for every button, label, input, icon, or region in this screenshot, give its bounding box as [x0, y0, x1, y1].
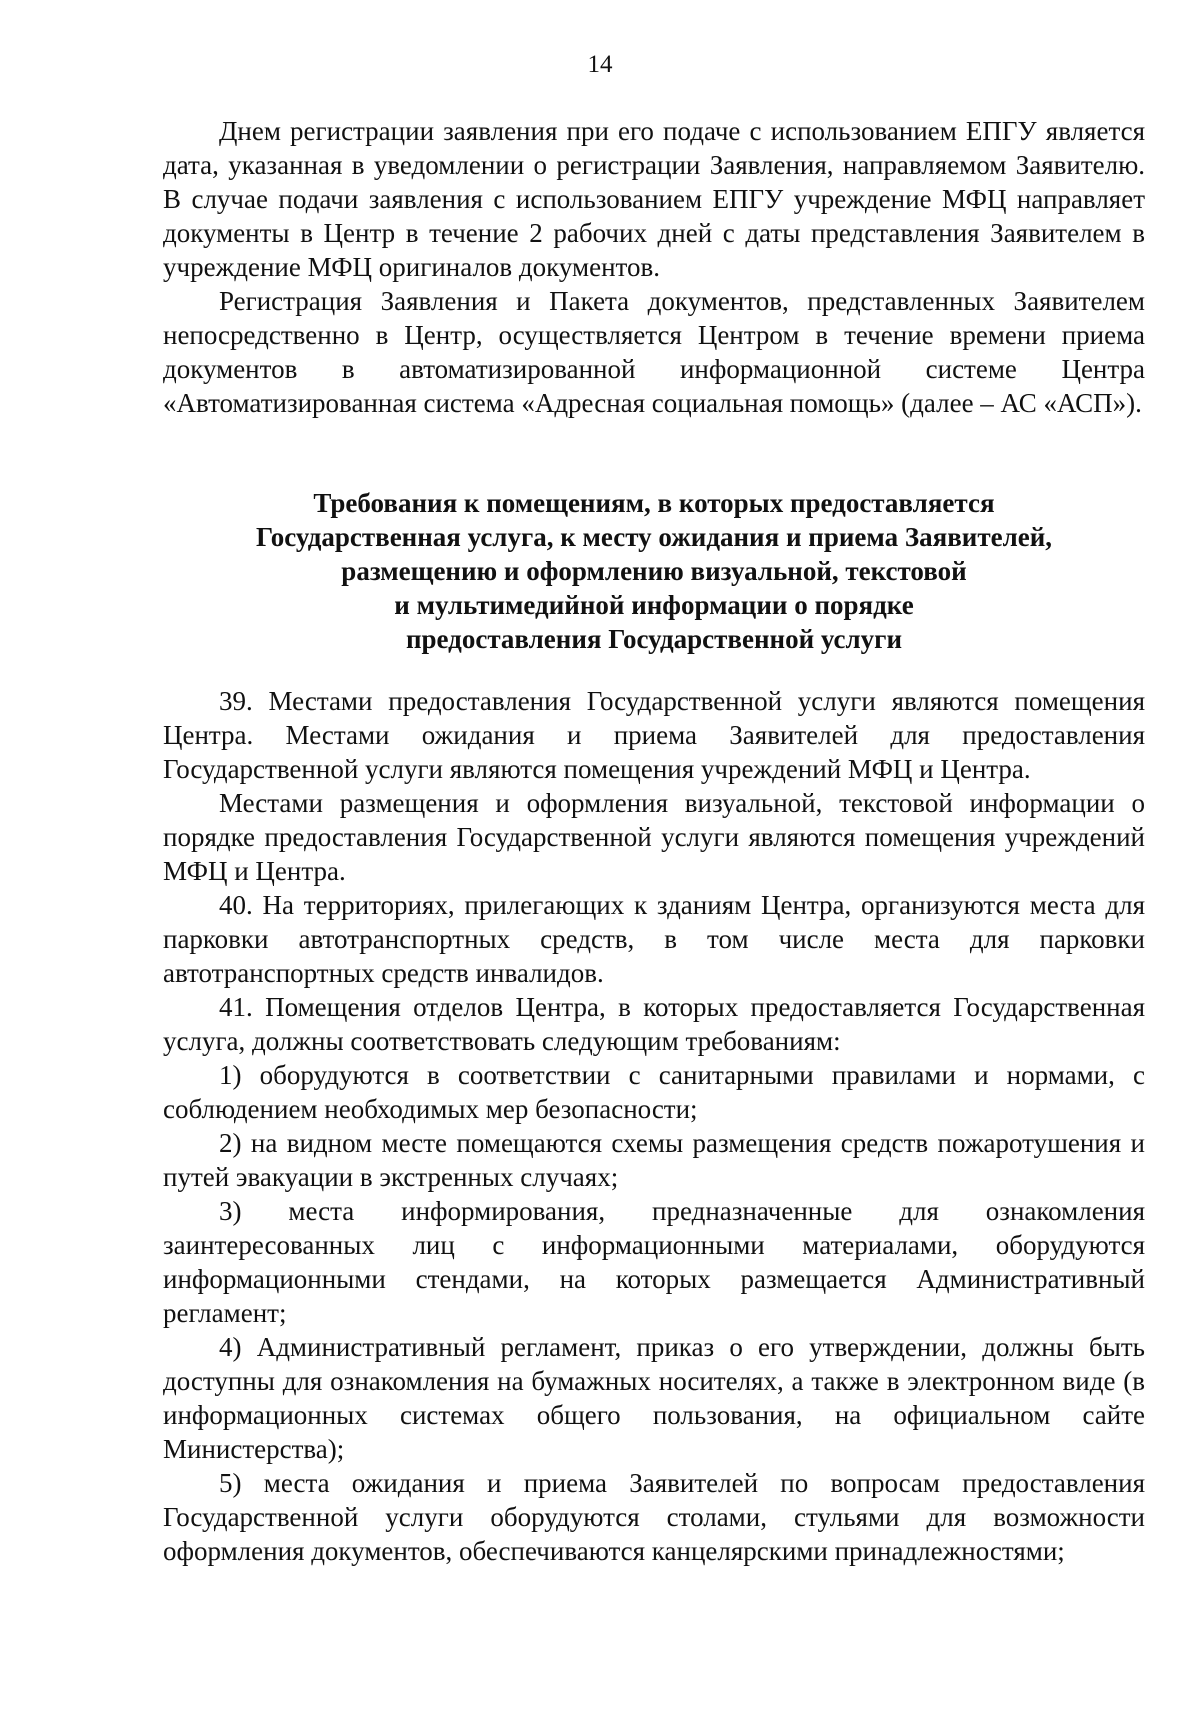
heading-line: размещению и оформлению визуальной, текстовой: [341, 556, 967, 586]
page-number: 14: [587, 51, 613, 78]
section-text-block: [163, 684, 1145, 1568]
list-item-3: 3) места информирования, предназначенные для ознакомления заинтересованных лиц с информационными материалами, оборудуются информационными стендами, на которых размещается Административный регламент;: [163, 1196, 1145, 1328]
list-item-2: 2) на видном месте помещаются схемы размещения средств пожаротушения и путей эвакуации в экстренных случаях;: [163, 1128, 1145, 1192]
list-item-5: 5) места ожидания и приема Заявителей по вопросам предоставления Государственной услуги оборудуются столами, стульями для возможности оформления документов, обеспечиваются канцелярскими принадлежностями;: [163, 1468, 1145, 1566]
heading-line: Государственная услуга, к месту ожидания и приема Заявителей,: [255, 522, 1053, 552]
paragraph-39: 39. Местами предоставления Государственной услуги являются помещения Центра. Местами ожидания и приема Заявителей для предоставления Государственной услуги являются помещения учреждений МФЦ и Центра.: [163, 686, 1145, 784]
heading-line: предоставления Государственной услуги: [405, 624, 903, 654]
paragraph-registration-center: Регистрация Заявления и Пакета документов, представленных Заявителем непосредственно в Центр, осуществляется Центром в течение времени приема документов в автоматизированной информационной системе Центра «Автоматизированная система «Адресная социальная помощь» (далее – АС «АСП»).: [163, 286, 1145, 418]
heading-line: Требования к помещениям, в которых предоставляется: [313, 488, 995, 518]
intro-text-block: [163, 114, 1145, 420]
heading-line: и мультимедийной информации о порядке: [394, 590, 914, 620]
paragraph-registration-epgu: Днем регистрации заявления при его подаче с использованием ЕПГУ является дата, указанная в уведомлении о регистрации Заявления, направляемом Заявителю. В случае подачи заявления с использованием ЕПГУ учреждение МФЦ направляет документы в Центр в течение 2 рабочих дней с даты представления Заявителем в учреждение МФЦ оригиналов документов.: [163, 116, 1145, 282]
paragraph-40: 40. На территориях, прилегающих к зданиям Центра, организуются места для парковки автотранспортных средств, в том числе места для парковки автотранспортных средств инвалидов.: [163, 890, 1145, 988]
list-item-1: 1) оборудуются в соответствии с санитарными правилами и нормами, с соблюдением необходимых мер безопасности;: [163, 1060, 1145, 1124]
paragraph-41: 41. Помещения отделов Центра, в которых предоставляется Государственная услуга, должны соответствовать следующим требованиям:: [163, 992, 1145, 1056]
paragraph-39-info-places: Местами размещения и оформления визуальной, текстовой информации о порядке предоставления Государственной услуги являются помещения учреждений МФЦ и Центра.: [163, 788, 1145, 886]
section-heading: [163, 486, 1145, 656]
list-item-4: 4) Административный регламент, приказ о его утверждении, должны быть доступны для ознакомления на бумажных носителях, а также в электронном виде (в информационных системах общего пользования, на официальном сайте Министерства);: [163, 1332, 1145, 1464]
